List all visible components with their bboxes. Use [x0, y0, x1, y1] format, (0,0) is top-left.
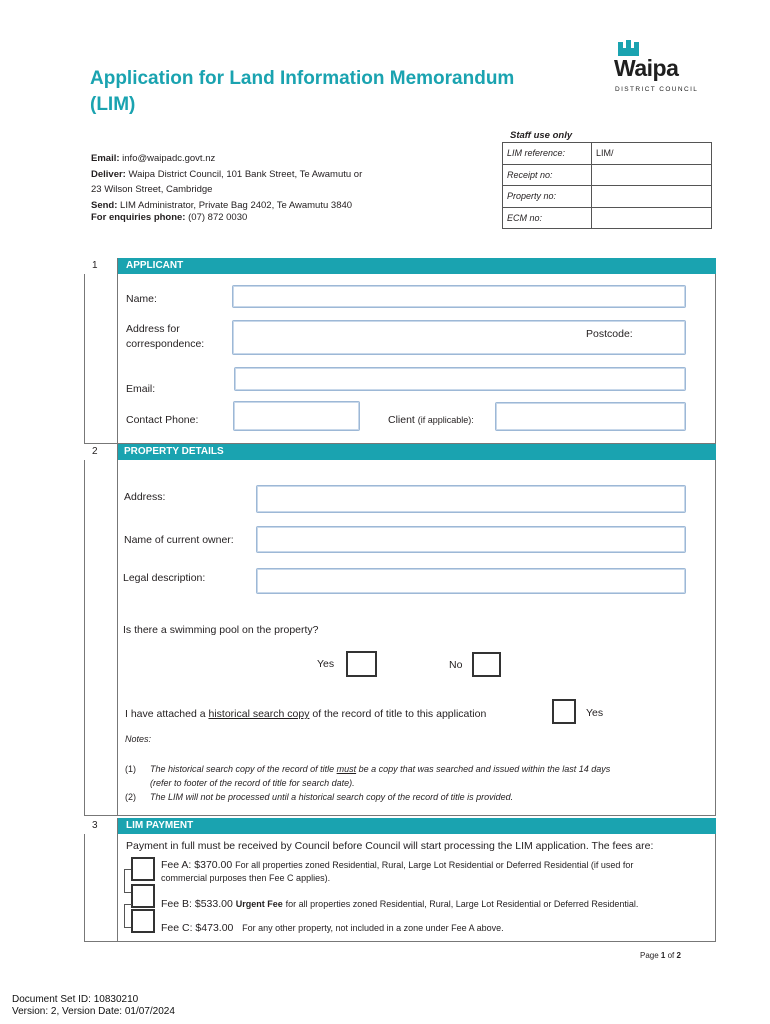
fee-a-row	[161, 858, 711, 873]
pool-no-checkbox[interactable]	[472, 652, 501, 677]
section-bar-payment	[84, 818, 716, 834]
note-text	[150, 762, 610, 776]
note-number: (1)	[125, 764, 136, 774]
email-label: Email:	[91, 153, 120, 164]
deliver-value: Waipa District Council, 101 Bank Street, Te Awamutu or	[128, 168, 363, 180]
address-label	[126, 322, 204, 352]
document-set-id: Document Set ID: 10830210	[12, 994, 139, 1005]
attached-pre: I have attached a	[125, 708, 209, 720]
pool-no-label: No	[449, 659, 463, 671]
historical-search-link: historical search copy	[208, 708, 310, 720]
fee-b-checkbox[interactable]	[131, 884, 155, 908]
note-1-part-b: be a copy that was searched and issued within the last 14 days	[356, 764, 611, 774]
section-bar-applicant	[84, 258, 716, 274]
title-line-1: Application for Land Information Memorandum	[90, 68, 515, 89]
deliver-label: Deliver:	[91, 168, 126, 180]
attached-statement	[125, 707, 486, 722]
note-text: The LIM will not be processed until a historical search copy of the record of title is provided.	[150, 792, 514, 802]
fee-a-checkbox[interactable]	[131, 857, 155, 881]
enquiries-value: (07) 872 0030	[188, 212, 248, 223]
deliver-value-2: 23 Wilson Street, Cambridge	[91, 184, 213, 195]
address-label-line2: correspondence:	[126, 338, 205, 350]
name-label: Name:	[126, 293, 157, 305]
fee-b-urgent: Urgent Fee	[235, 899, 283, 909]
document-title	[90, 66, 570, 118]
fee-c-row	[161, 921, 711, 936]
staff-value[interactable]	[592, 207, 712, 229]
note-number: (2)	[125, 792, 136, 802]
staff-label: ECM no:	[503, 207, 592, 229]
name-input[interactable]	[232, 285, 686, 308]
section-number-column	[84, 834, 118, 942]
fee-b-row	[161, 897, 711, 912]
document-footer	[12, 994, 175, 1018]
email-label: Email:	[126, 383, 156, 395]
note-1-part-a: The historical search copy of the record of title	[150, 764, 337, 774]
section-number-column	[84, 460, 118, 816]
staff-value[interactable]	[592, 164, 712, 186]
page-total: 2	[676, 951, 681, 960]
fee-c-label: Fee C: $473.00	[161, 922, 234, 934]
version-label: Version: 2	[12, 1006, 57, 1017]
notes-list	[125, 762, 710, 804]
property-address-label: Address:	[124, 491, 166, 503]
address-input[interactable]	[232, 320, 686, 355]
contact-block	[91, 151, 411, 213]
owner-input[interactable]	[256, 526, 686, 553]
staff-row	[503, 164, 712, 186]
fee-a-desc: For all properties zoned Residential, Rural, Large Lot Residential or Deferred Residential (if used for	[235, 860, 634, 870]
fee-a-desc-2: commercial purposes then Fee C applies).	[161, 873, 331, 883]
enquiries-label: For enquiries phone:	[91, 212, 186, 223]
version-date: , Version Date: 01/07/2024	[56, 1006, 175, 1017]
logo-subtitle: DISTRICT COUNCIL	[615, 86, 699, 93]
fee-c-checkbox[interactable]	[131, 909, 155, 933]
staff-use-table	[502, 142, 712, 229]
section-number: 3	[84, 818, 118, 834]
property-address-input[interactable]	[256, 485, 686, 513]
email-input[interactable]	[234, 367, 686, 391]
owner-label: Name of current owner:	[124, 534, 234, 546]
send-label: Send:	[91, 199, 118, 211]
postcode-label: Postcode:	[586, 328, 633, 340]
note-1-line-2: (refer to footer of the record of title for search date).	[150, 778, 355, 788]
fee-b-label: Fee B: $533.00	[161, 898, 233, 910]
title-line-2: (LIM)	[90, 94, 136, 115]
section-title: APPLICANT	[126, 260, 184, 271]
note-1-must: must	[336, 764, 357, 774]
staff-label: Property no:	[503, 186, 592, 208]
payment-intro: Payment in full must be received by Council before Council will start processing the LIM application. The fees are:	[126, 840, 654, 852]
staff-value[interactable]: LIM/	[592, 143, 712, 165]
staff-value[interactable]	[592, 186, 712, 208]
contact-phone-label: Contact Phone:	[126, 414, 199, 426]
section-number: 2	[84, 444, 118, 460]
client-input[interactable]	[495, 402, 686, 431]
pool-yes-checkbox[interactable]	[346, 651, 377, 677]
logo-wordmark: Waipa	[614, 55, 679, 81]
staff-row	[503, 186, 712, 208]
staff-row	[503, 207, 712, 229]
fee-c-desc: For any other property, not included in a zone under Fee A above.	[242, 923, 504, 933]
section-title: PROPERTY DETAILS	[124, 446, 224, 457]
section-number-column	[84, 274, 118, 444]
client-label-text: Client	[388, 414, 415, 426]
attached-post: of the record of title to this application	[309, 708, 487, 720]
staff-label: Receipt no:	[503, 164, 592, 186]
address-label-line1: Address for	[126, 323, 180, 335]
page-number	[640, 951, 681, 960]
page-of: of	[665, 951, 677, 960]
staff-label: LIM reference:	[503, 143, 592, 165]
legal-description-input[interactable]	[256, 568, 686, 594]
section-number: 1	[84, 258, 118, 274]
send-value: LIM Administrator, Private Bag 2402, Te Awamutu 3840	[120, 199, 353, 211]
section-title: LIM PAYMENT	[126, 820, 194, 831]
staff-row	[503, 143, 712, 165]
note-item	[125, 762, 710, 776]
pool-question: Is there a swimming pool on the property?	[123, 624, 319, 636]
version-line	[12, 1006, 175, 1018]
note-item	[125, 790, 710, 804]
staff-use-title: Staff use only	[510, 130, 573, 141]
fee-b-desc: for all properties zoned Residential, Rural, Large Lot Residential or Deferred Residential.	[285, 899, 639, 909]
attached-yes-checkbox[interactable]	[552, 699, 576, 724]
section-bar-property	[84, 444, 716, 460]
enquiries-line	[91, 212, 247, 223]
attached-yes-label: Yes	[586, 707, 604, 719]
email-value: info@waipadc.govt.nz	[122, 153, 216, 164]
pool-yes-label: Yes	[317, 658, 335, 670]
legal-description-label: Legal description:	[123, 572, 206, 584]
contact-phone-input[interactable]	[233, 401, 360, 431]
notes-label: Notes:	[125, 734, 152, 744]
client-label	[388, 413, 474, 428]
page-current: 1	[660, 951, 666, 960]
fee-a-label: Fee A: $370.00	[161, 859, 233, 871]
client-note: (if applicable):	[417, 415, 474, 425]
page-prefix: Page	[640, 951, 661, 960]
